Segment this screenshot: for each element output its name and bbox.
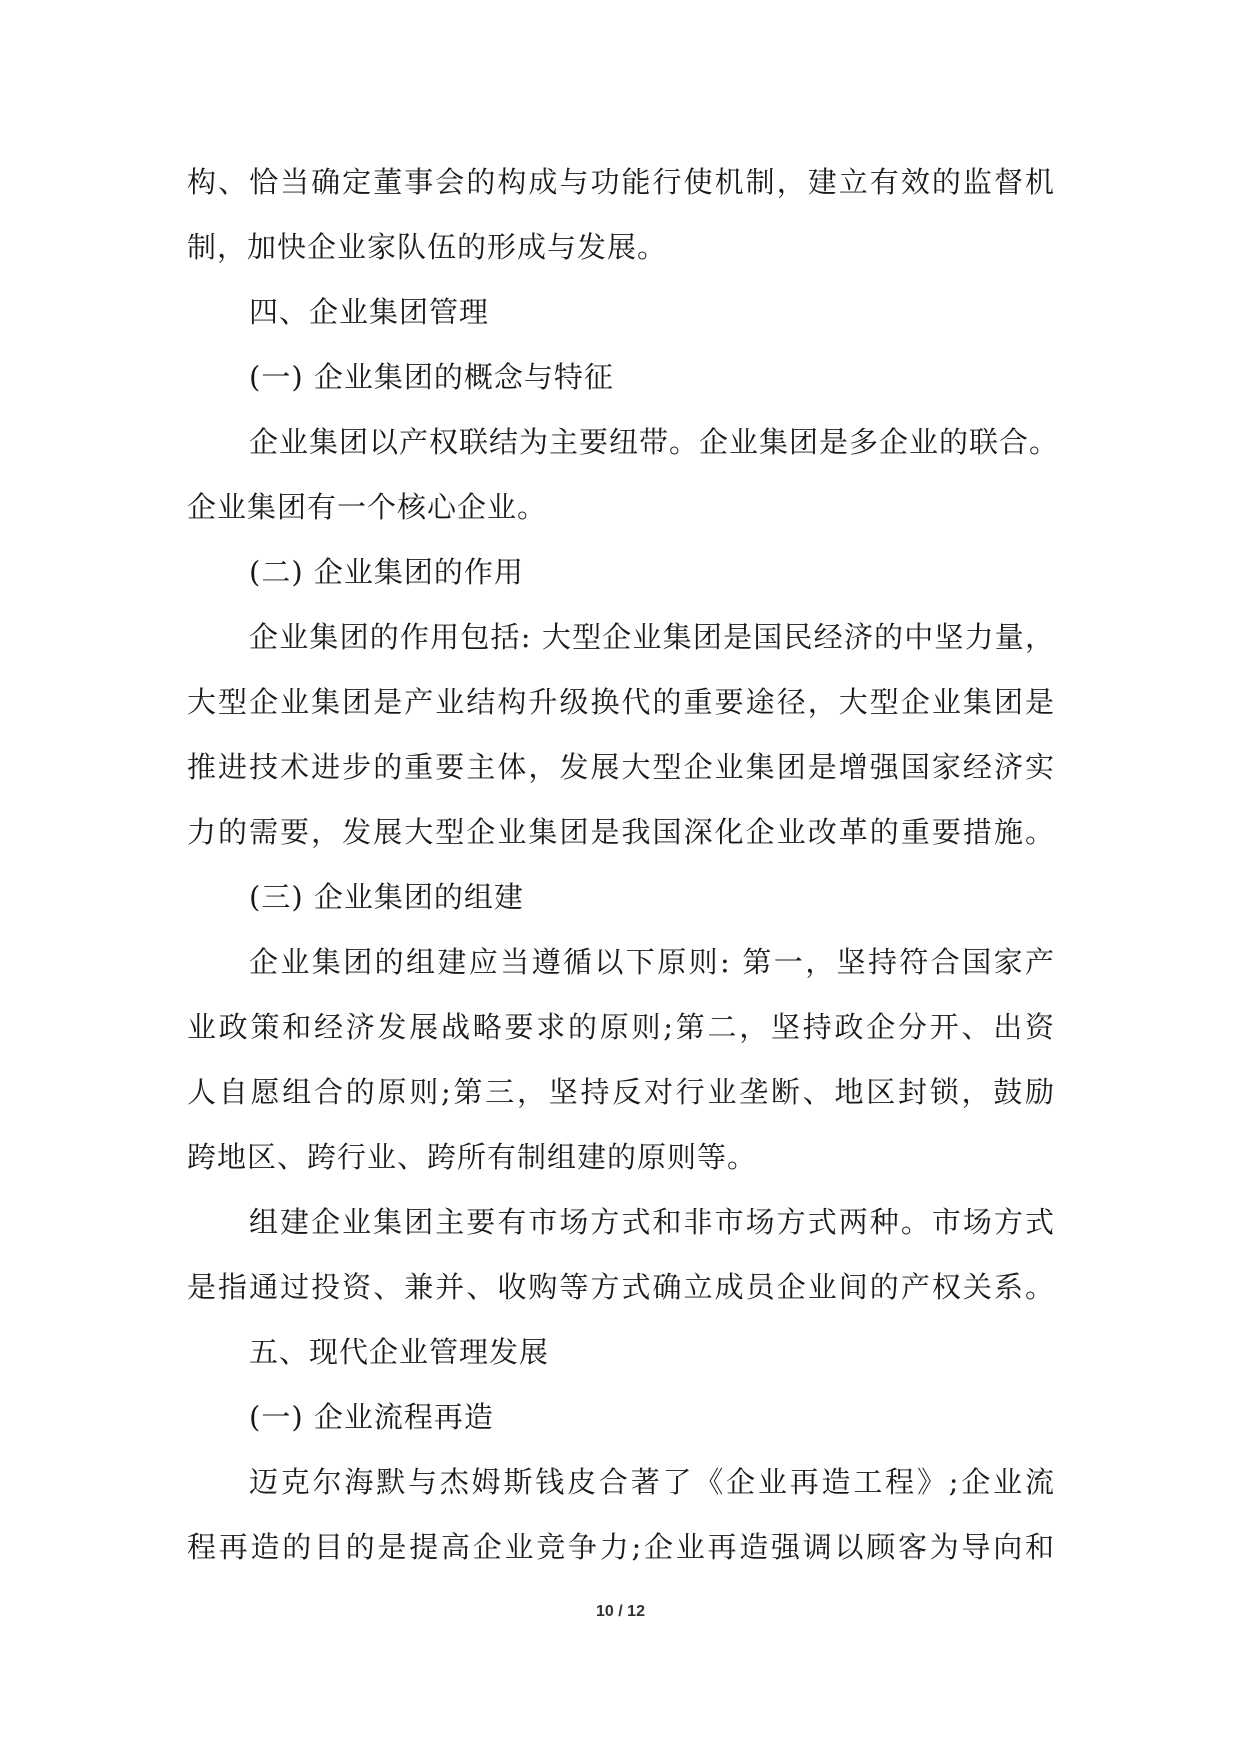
text-line: 业政策和经济发展战略要求的原则;第二，坚持政企分开、出资 xyxy=(187,1010,1055,1044)
text-line: 迈克尔海默与杰姆斯钱皮合著了《企业再造工程》;企业流 xyxy=(249,1465,1055,1499)
subsection-heading: (二) 企业集团的作用 xyxy=(249,555,524,589)
text-line: 企业集团有一个核心企业。 xyxy=(187,490,548,524)
text-line: 跨地区、跨行业、跨所有制组建的原则等。 xyxy=(187,1140,758,1174)
text-line: 企业集团的组建应当遵循以下原则: 第一，坚持符合国家产 xyxy=(249,945,1055,979)
text-line: 人自愿组合的原则;第三，坚持反对行业垄断、地区封锁，鼓励 xyxy=(187,1075,1055,1109)
subsection-heading: (一) 企业流程再造 xyxy=(249,1400,494,1434)
section-heading: 五、现代企业管理发展 xyxy=(249,1335,550,1369)
text-line: 企业集团以产权联结为主要纽带。企业集团是多企业的联合。 xyxy=(249,425,1060,459)
page-number: 10 / 12 xyxy=(596,1603,645,1620)
text-line: 推进技术进步的重要主体，发展大型企业集团是增强国家经济实 xyxy=(187,750,1055,784)
text-line: 组建企业集团主要有市场方式和非市场方式两种。市场方式 xyxy=(249,1205,1055,1239)
text-line: 力的需要，发展大型企业集团是我国深化企业改革的重要措施。 xyxy=(187,815,1055,849)
page-body xyxy=(187,150,1060,1580)
text-line: 是指通过投资、兼并、收购等方式确立成员企业间的产权关系。 xyxy=(187,1270,1055,1304)
subsection-heading: (三) 企业集团的组建 xyxy=(249,880,524,914)
text-line: 程再造的目的是提高企业竞争力;企业再造强调以顾客为导向和 xyxy=(187,1530,1055,1564)
text-line: 构、恰当确定董事会的构成与功能行使机制，建立有效的监督机 xyxy=(187,165,1055,199)
text-line: 大型企业集团是产业结构升级换代的重要途径，大型企业集团是 xyxy=(187,685,1055,719)
subsection-heading: (一) 企业集团的概念与特征 xyxy=(249,360,614,394)
text-line: 企业集团的作用包括: 大型企业集团是国民经济的中坚力量， xyxy=(249,620,1055,654)
section-heading: 四、企业集团管理 xyxy=(249,295,490,329)
text-line: 制，加快企业家队伍的形成与发展。 xyxy=(187,230,668,264)
